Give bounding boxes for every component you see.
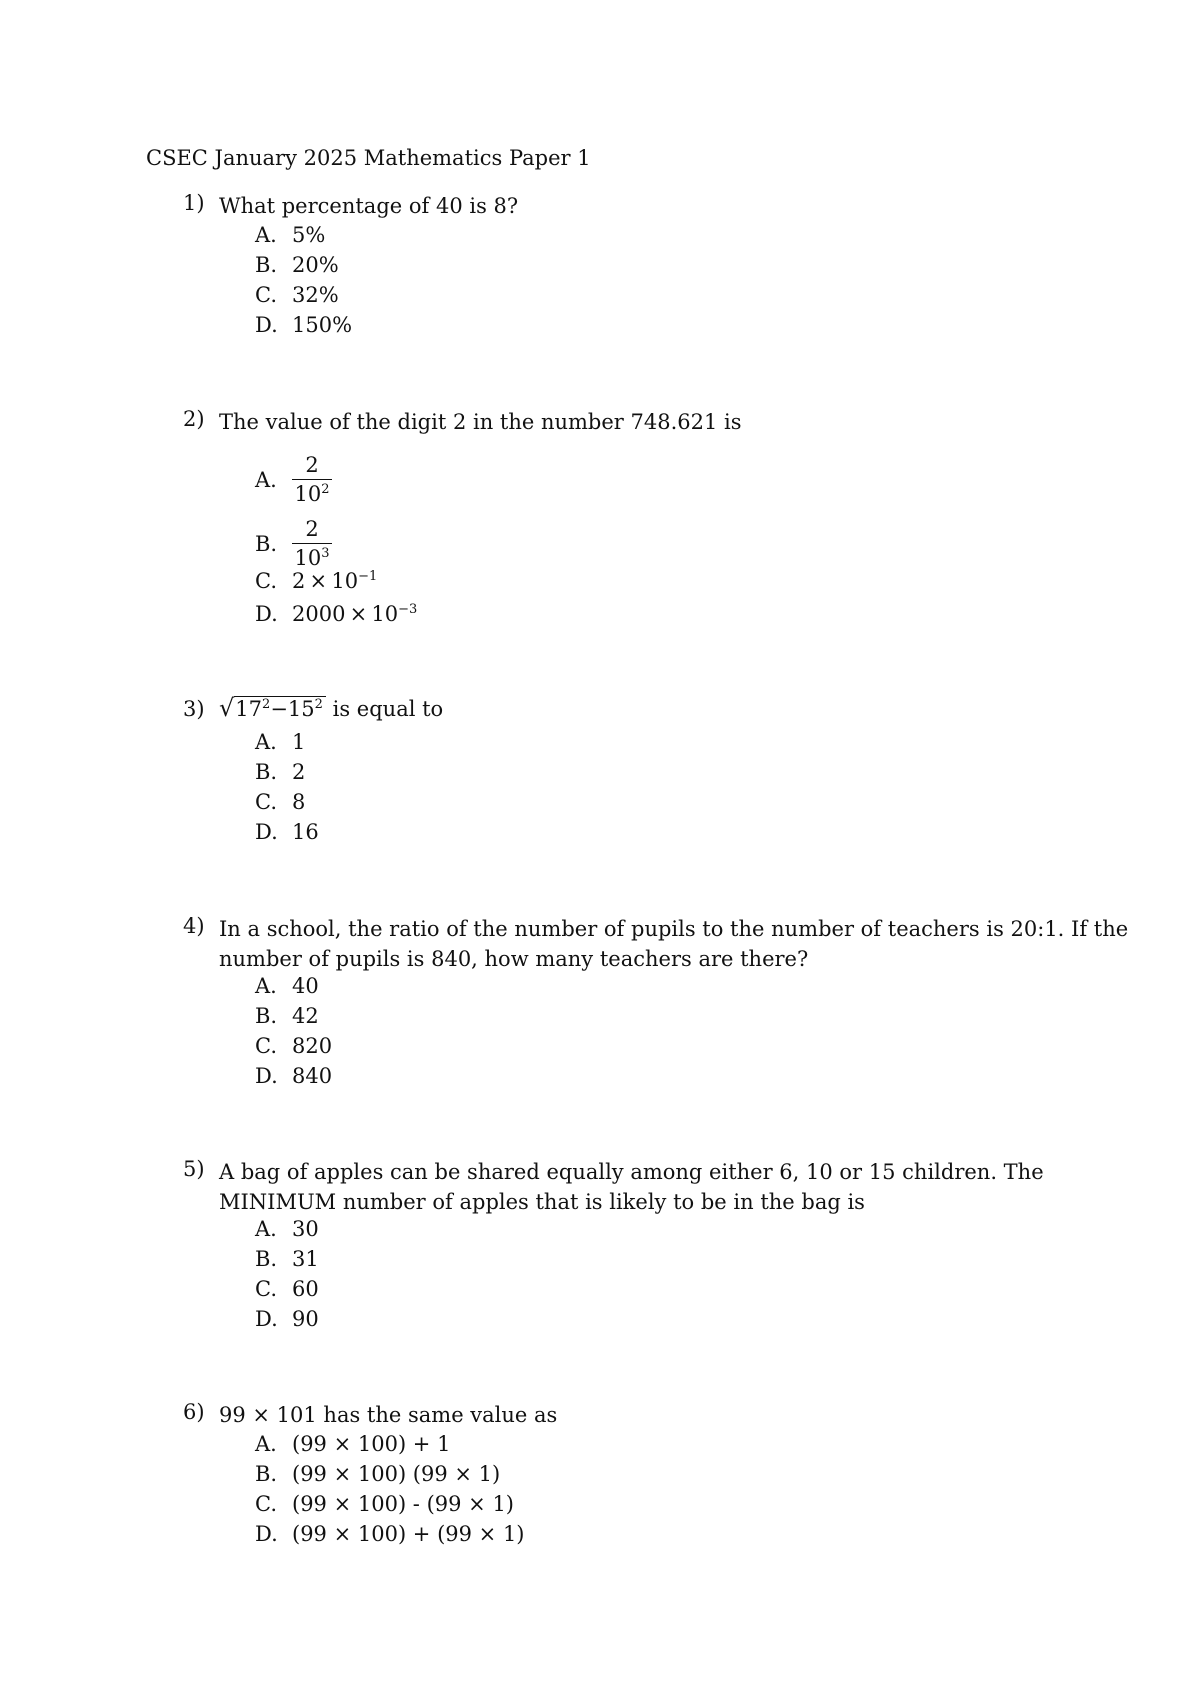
radical-sign-icon: √ — [219, 694, 235, 722]
option-label: A. — [255, 468, 277, 492]
question-text-line-2: number of pupils is 840, how many teachers are there? — [219, 947, 809, 971]
exponent: −1 — [358, 569, 378, 584]
option-text: 820 — [292, 1034, 333, 1058]
option-text: 2 — [292, 760, 306, 784]
exponent: −3 — [398, 602, 418, 617]
option-text: 32% — [292, 283, 339, 307]
minus-sign: − — [270, 697, 288, 721]
option-c — [255, 567, 377, 595]
option-label: B. — [255, 253, 278, 277]
option-text: 150% — [292, 313, 353, 337]
option-b — [255, 1002, 319, 1030]
option-a — [255, 221, 325, 249]
option-text: (99 × 100) + (99 × 1) — [292, 1522, 525, 1546]
option-b — [255, 758, 305, 786]
option-text: 30 — [292, 1217, 319, 1241]
option-b — [255, 1245, 319, 1273]
option-text: 31 — [292, 1247, 319, 1271]
question-text-line-1: In a school, the ratio of the number of pupils to the number of teachers is 20:1. If the — [219, 917, 1129, 941]
option-label: A. — [255, 1432, 277, 1456]
option-label: B. — [255, 532, 278, 556]
option-a — [255, 453, 332, 506]
option-label: B. — [255, 1004, 278, 1028]
option-label: D. — [255, 313, 278, 337]
numerator: 2 — [292, 451, 332, 480]
numerator: 2 — [292, 515, 332, 544]
option-b — [255, 517, 332, 570]
option-label: C. — [255, 1034, 277, 1058]
option-text: 5% — [292, 223, 326, 247]
option-text: 60 — [292, 1277, 319, 1301]
option-a — [255, 972, 319, 1000]
option-base: 2 × 10 — [292, 569, 359, 593]
option-a — [255, 728, 305, 756]
option-c — [255, 1490, 514, 1518]
option-d — [255, 1062, 332, 1090]
option-label: D. — [255, 1522, 278, 1546]
option-d — [255, 1305, 319, 1333]
option-text: 40 — [292, 974, 319, 998]
option-text: 8 — [292, 790, 306, 814]
option-c — [255, 281, 339, 309]
radicand-term: 15 — [287, 697, 315, 721]
option-label: D. — [255, 820, 278, 844]
radicand — [234, 696, 326, 721]
question-number: 3) — [183, 697, 205, 721]
option-label: D. — [255, 602, 278, 626]
question-text: 99 × 101 has the same value as — [219, 1403, 558, 1427]
question-number: 2) — [183, 407, 205, 431]
option-text: 16 — [292, 820, 319, 844]
option-base: 2000 × 10 — [292, 602, 399, 626]
fraction — [292, 451, 332, 508]
denominator-base: 10 — [294, 482, 322, 506]
option-b — [255, 1460, 500, 1488]
option-label: A. — [255, 974, 277, 998]
question-number: 4) — [183, 914, 205, 938]
question-number: 1) — [183, 191, 205, 215]
option-a — [255, 1430, 450, 1458]
denominator-base: 10 — [294, 546, 322, 570]
option-label: A. — [255, 1217, 277, 1241]
option-d — [255, 818, 319, 846]
option-text: (99 × 100) (99 × 1) — [292, 1462, 501, 1486]
radicand-term: 17 — [235, 697, 263, 721]
option-label: B. — [255, 1462, 278, 1486]
option-text: 1 — [292, 730, 306, 754]
question-text: The value of the digit 2 in the number 748.621 is — [219, 410, 742, 434]
option-text: 90 — [292, 1307, 319, 1331]
option-text: 840 — [292, 1064, 333, 1088]
option-text: (99 × 100) + 1 — [292, 1432, 451, 1456]
question-number: 6) — [183, 1400, 205, 1424]
option-b — [255, 251, 339, 279]
option-label: A. — [255, 223, 277, 247]
exponent: 2 — [321, 482, 330, 497]
question-text: What percentage of 40 is 8? — [219, 194, 519, 218]
paper-title: CSEC January 2025 Mathematics Paper 1 — [146, 146, 591, 170]
question-text-line-1: A bag of apples can be shared equally among either 6, 10 or 15 children. The — [219, 1160, 1044, 1184]
option-text: 20% — [292, 253, 339, 277]
question-text-line-2: MINIMUM number of apples that is likely to be in the bag is — [219, 1190, 865, 1214]
option-text: (99 × 100) - (99 × 1) — [292, 1492, 514, 1516]
square-root — [219, 693, 326, 724]
option-c — [255, 1275, 319, 1303]
fraction — [292, 515, 332, 572]
option-label: A. — [255, 730, 277, 754]
question-tail: is equal to — [332, 697, 444, 721]
exponent: 3 — [321, 546, 330, 561]
option-d — [255, 600, 417, 628]
option-c — [255, 788, 305, 816]
option-d — [255, 1520, 525, 1548]
option-label: C. — [255, 1492, 277, 1516]
option-label: D. — [255, 1307, 278, 1331]
option-label: C. — [255, 790, 277, 814]
option-label: B. — [255, 760, 278, 784]
question-text — [219, 693, 443, 724]
option-label: D. — [255, 1064, 278, 1088]
option-text: 42 — [292, 1004, 319, 1028]
option-c — [255, 1032, 332, 1060]
option-label: C. — [255, 283, 277, 307]
option-d — [255, 311, 352, 339]
question-number: 5) — [183, 1157, 205, 1181]
option-label: B. — [255, 1247, 278, 1271]
exponent: 2 — [314, 697, 323, 712]
exponent: 2 — [262, 697, 271, 712]
option-label: C. — [255, 569, 277, 593]
option-label: C. — [255, 1277, 277, 1301]
option-a — [255, 1215, 319, 1243]
